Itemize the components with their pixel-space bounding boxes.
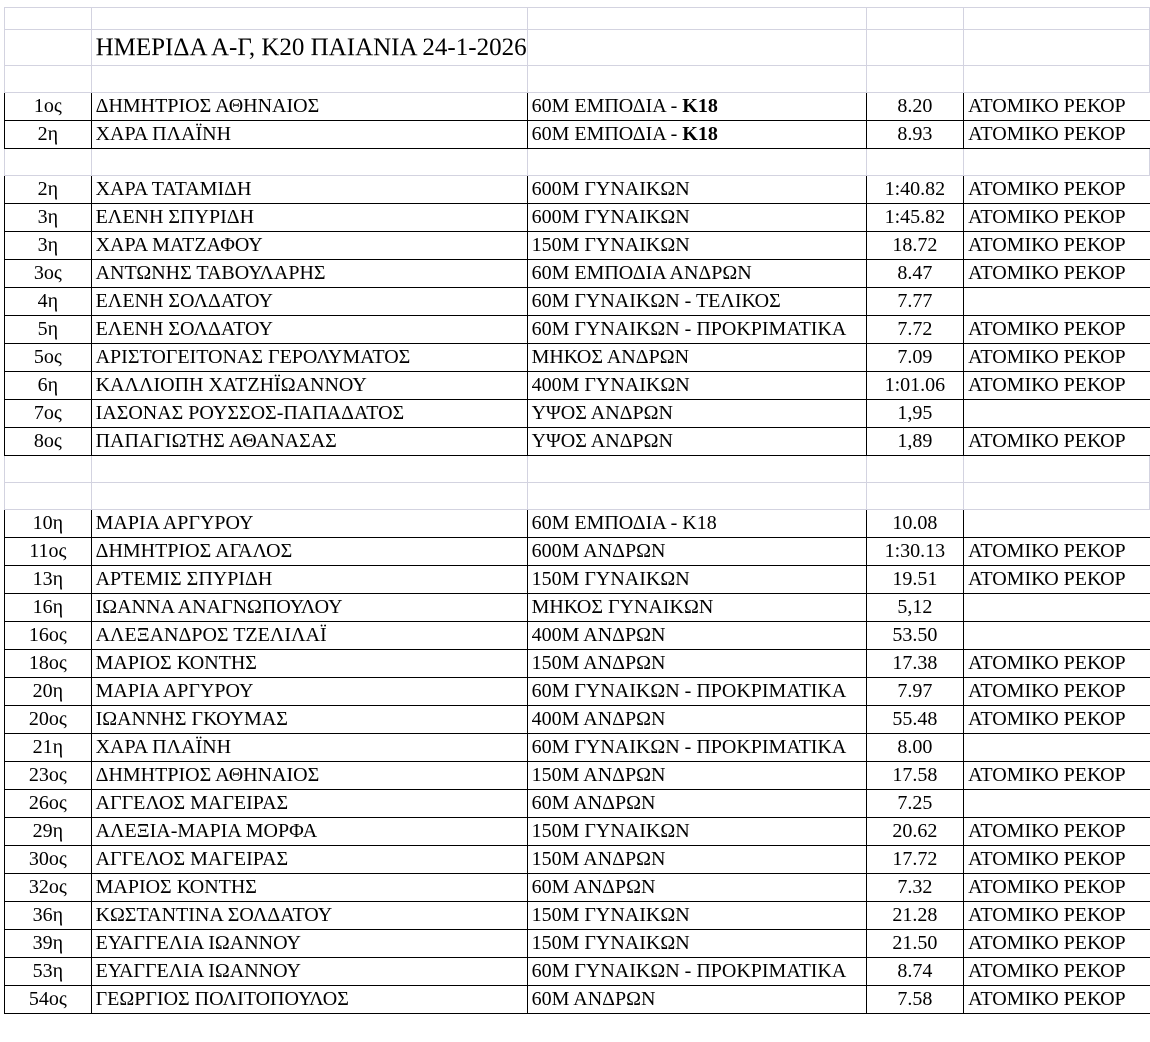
- athlete-name-cell[interactable]: ΕΛΕΝΗ ΣΠΥΡΙΔΗ: [91, 204, 527, 232]
- event-text: 600Μ ΑΝΔΡΩΝ: [531, 540, 666, 562]
- event-cell[interactable]: [527, 344, 866, 372]
- athlete-name-cell[interactable]: ΑΝΤΩΝΗΣ ΤΑΒΟΥΛΑΡΗΣ: [91, 260, 527, 288]
- event-text: 400Μ ΑΝΔΡΩΝ: [531, 624, 666, 646]
- athlete-name-cell[interactable]: ΙΩΑΝΝΑ ΑΝΑΓΝΩΠΟΥΛΟΥ: [91, 594, 527, 622]
- event-text: ΥΨΟΣ ΑΝΔΡΩΝ: [531, 430, 673, 452]
- athlete-name-cell[interactable]: ΑΓΓΕΛΟΣ ΜΑΓΕΙΡΑΣ: [91, 790, 527, 818]
- place-cell[interactable]: 8ος: [5, 428, 92, 456]
- event-text: 150Μ ΑΝΔΡΩΝ: [531, 848, 666, 870]
- event-cell[interactable]: [527, 762, 866, 790]
- event-text: 60Μ ΓΥΝΑΙΚΩΝ - ΠΡΟΚΡΙΜΑΤΙΚΑ: [531, 960, 847, 982]
- time-cell[interactable]: 10.08: [866, 510, 964, 538]
- event-text: 600Μ ΓΥΝΑΙΚΩΝ: [531, 206, 690, 228]
- event-text: 60Μ ΑΝΔΡΩΝ: [531, 792, 656, 814]
- athlete-name-cell[interactable]: ΑΛΕΞΙΑ-ΜΑΡΙΑ ΜΟΡΦΑ: [91, 818, 527, 846]
- result-row: [5, 762, 1150, 790]
- athlete-name-cell[interactable]: ΚΑΛΛΙΟΠΗ ΧΑΤΖΗΪΩΑΝΝΟΥ: [91, 372, 527, 400]
- result-row: [5, 428, 1150, 456]
- result-row: [5, 874, 1150, 902]
- place-cell[interactable]: 3η: [5, 204, 92, 232]
- time-cell[interactable]: 17.58: [866, 762, 964, 790]
- athlete-name-cell[interactable]: ΚΩΣΤΑΝΤΙΝΑ ΣΟΛΔΑΤΟΥ: [91, 902, 527, 930]
- event-text: ΜΗΚΟΣ ΓΥΝΑΙΚΩΝ: [531, 596, 714, 618]
- time-cell[interactable]: 8.47: [866, 260, 964, 288]
- result-row: [5, 818, 1150, 846]
- event-cell[interactable]: [527, 372, 866, 400]
- result-row: [5, 288, 1150, 316]
- time-cell[interactable]: 8.00: [866, 734, 964, 762]
- athlete-name-cell[interactable]: ΕΛΕΝΗ ΣΟΛΔΑΤΟΥ: [91, 316, 527, 344]
- event-cell[interactable]: [527, 678, 866, 706]
- athlete-name-cell[interactable]: ΜΑΡΙΑ ΑΡΓΥΡΟΥ: [91, 678, 527, 706]
- athlete-name-cell[interactable]: ΑΡΤΕΜΙΣ ΣΠΥΡΙΔΗ: [91, 566, 527, 594]
- place-cell[interactable]: 21η: [5, 734, 92, 762]
- record-note-cell[interactable]: ΑΤΟΜΙΚΟ ΡΕΚΟΡ: [964, 762, 1150, 790]
- event-text: 150Μ ΓΥΝΑΙΚΩΝ: [531, 568, 690, 590]
- record-note-cell[interactable]: ΑΤΟΜΙΚΟ ΡΕΚΟΡ: [964, 706, 1150, 734]
- empty-row: [5, 8, 1150, 30]
- athlete-name-cell[interactable]: ΙΑΣΟΝΑΣ ΡΟΥΣΣΟΣ-ΠΑΠΑΔΑΤΟΣ: [91, 400, 527, 428]
- event-cell[interactable]: [527, 902, 866, 930]
- event-text: 150Μ ΓΥΝΑΙΚΩΝ: [531, 904, 690, 926]
- event-cell[interactable]: [527, 874, 866, 902]
- time-cell[interactable]: 53.50: [866, 622, 964, 650]
- result-row: [5, 176, 1150, 204]
- event-text: 60Μ ΓΥΝΑΙΚΩΝ - ΠΡΟΚΡΙΜΑΤΙΚΑ: [531, 680, 847, 702]
- event-cell[interactable]: [527, 650, 866, 678]
- event-text: 150Μ ΑΝΔΡΩΝ: [531, 764, 666, 786]
- record-note-cell[interactable]: ΑΤΟΜΙΚΟ ΡΕΚΟΡ: [964, 232, 1150, 260]
- athlete-name-cell[interactable]: ΑΓΓΕΛΟΣ ΜΑΓΕΙΡΑΣ: [91, 846, 527, 874]
- place-cell[interactable]: 2η: [5, 176, 92, 204]
- place-cell[interactable]: 2η: [5, 121, 92, 149]
- record-note-cell[interactable]: ΑΤΟΜΙΚΟ ΡΕΚΟΡ: [964, 428, 1150, 456]
- time-cell[interactable]: 1,95: [866, 400, 964, 428]
- time-cell[interactable]: 7.77: [866, 288, 964, 316]
- event-cell[interactable]: [527, 818, 866, 846]
- result-row: [5, 846, 1150, 874]
- event-cell[interactable]: [527, 706, 866, 734]
- result-row: [5, 260, 1150, 288]
- result-row: [5, 734, 1150, 762]
- event-text: 400Μ ΑΝΔΡΩΝ: [531, 708, 666, 730]
- athlete-name-cell[interactable]: ΔΗΜΗΤΡΙΟΣ ΑΘΗΝΑΙΟΣ: [91, 93, 527, 121]
- event-cell[interactable]: [527, 400, 866, 428]
- record-note-cell[interactable]: ΑΤΟΜΙΚΟ ΡΕΚΟΡ: [964, 986, 1150, 1014]
- time-cell[interactable]: 1:45.82: [866, 204, 964, 232]
- athlete-name-cell[interactable]: ΜΑΡΙΑ ΑΡΓΥΡΟΥ: [91, 510, 527, 538]
- time-cell[interactable]: 5,12: [866, 594, 964, 622]
- event-text: 60Μ ΑΝΔΡΩΝ: [531, 988, 656, 1010]
- event-cell[interactable]: [527, 846, 866, 874]
- record-note-cell[interactable]: ΑΤΟΜΙΚΟ ΡΕΚΟΡ: [964, 121, 1150, 149]
- time-cell[interactable]: 17.38: [866, 650, 964, 678]
- event-text: 60Μ ΑΝΔΡΩΝ: [531, 876, 656, 898]
- result-row: [5, 566, 1150, 594]
- result-row: [5, 958, 1150, 986]
- athlete-name-cell[interactable]: ΑΛΕΞΑΝΔΡΟΣ ΤΖΕΛΙΛΑΪ: [91, 622, 527, 650]
- event-text: 150Μ ΓΥΝΑΙΚΩΝ: [531, 820, 690, 842]
- place-cell[interactable]: 16ος: [5, 622, 92, 650]
- athlete-name-cell[interactable]: ΔΗΜΗΤΡΙΟΣ ΑΘΗΝΑΙΟΣ: [91, 762, 527, 790]
- athlete-name-cell[interactable]: ΕΥΑΓΓΕΛΙΑ ΙΩΑΝΝΟΥ: [91, 930, 527, 958]
- athlete-name-cell[interactable]: ΔΗΜΗΤΡΙΟΣ ΑΓΑΛΟΣ: [91, 538, 527, 566]
- page-title: ΗΜΕΡΙΔΑ Α-Γ, Κ20 ΠΑΙΑΝΙΑ 24-1-2026: [91, 30, 527, 66]
- event-text: 60Μ ΓΥΝΑΙΚΩΝ - ΠΡΟΚΡΙΜΑΤΙΚΑ: [531, 318, 847, 340]
- time-cell[interactable]: 17.72: [866, 846, 964, 874]
- event-text: 60Μ ΕΜΠΟΔΙΑ - Κ18: [531, 512, 717, 534]
- event-text: 150Μ ΓΥΝΑΙΚΩΝ: [531, 234, 690, 256]
- athlete-name-cell[interactable]: ΑΡΙΣΤΟΓΕΙΤΟΝΑΣ ΓΕΡΟΛΥΜΑΤΟΣ: [91, 344, 527, 372]
- record-note-cell[interactable]: ΑΤΟΜΙΚΟ ΡΕΚΟΡ: [964, 650, 1150, 678]
- event-text: 60Μ ΕΜΠΟΔΙΑ -: [531, 123, 683, 145]
- place-cell[interactable]: 54ος: [5, 986, 92, 1014]
- place-cell[interactable]: 7ος: [5, 400, 92, 428]
- event-text: 60Μ ΓΥΝΑΙΚΩΝ - ΠΡΟΚΡΙΜΑΤΙΚΑ: [531, 736, 847, 758]
- result-row: [5, 372, 1150, 400]
- athlete-name-cell[interactable]: ΙΩΑΝΝΗΣ ΓΚΟΥΜΑΣ: [91, 706, 527, 734]
- event-cell[interactable]: [527, 93, 866, 121]
- record-note-cell[interactable]: [964, 288, 1150, 316]
- empty-row: [5, 456, 1150, 483]
- event-text: 60Μ ΓΥΝΑΙΚΩΝ - ΤΕΛΙΚΟΣ: [531, 290, 781, 312]
- athlete-name-cell[interactable]: ΕΛΕΝΗ ΣΟΛΔΑΤΟΥ: [91, 288, 527, 316]
- event-text: ΥΨΟΣ ΑΝΔΡΩΝ: [531, 402, 673, 424]
- time-cell[interactable]: 1,89: [866, 428, 964, 456]
- event-cell[interactable]: [527, 510, 866, 538]
- time-cell[interactable]: 21.28: [866, 902, 964, 930]
- time-cell[interactable]: 21.50: [866, 930, 964, 958]
- time-cell[interactable]: 8.74: [866, 958, 964, 986]
- result-row: [5, 344, 1150, 372]
- event-category-bold: Κ18: [682, 123, 718, 145]
- result-row: [5, 678, 1150, 706]
- result-row: [5, 400, 1150, 428]
- place-cell[interactable]: 5η: [5, 316, 92, 344]
- athlete-name-cell[interactable]: ΧΑΡΑ ΠΛΑΪΝΗ: [91, 121, 527, 149]
- result-row: [5, 622, 1150, 650]
- event-text: 150Μ ΓΥΝΑΙΚΩΝ: [531, 932, 690, 954]
- event-text: 150Μ ΑΝΔΡΩΝ: [531, 652, 666, 674]
- athlete-name-cell[interactable]: ΧΑΡΑ ΠΛΑΪΝΗ: [91, 734, 527, 762]
- event-cell[interactable]: [527, 594, 866, 622]
- athlete-name-cell[interactable]: ΜΑΡΙΟΣ ΚΟΝΤΗΣ: [91, 874, 527, 902]
- record-note-cell[interactable]: ΑΤΟΜΙΚΟ ΡΕΚΟΡ: [964, 958, 1150, 986]
- event-text: 600Μ ΓΥΝΑΙΚΩΝ: [531, 178, 690, 200]
- time-cell[interactable]: 18.72: [866, 232, 964, 260]
- record-note-cell[interactable]: ΑΤΟΜΙΚΟ ΡΕΚΟΡ: [964, 538, 1150, 566]
- result-row: [5, 316, 1150, 344]
- record-note-cell[interactable]: [964, 510, 1150, 538]
- record-note-cell[interactable]: ΑΤΟΜΙΚΟ ΡΕΚΟΡ: [964, 874, 1150, 902]
- place-cell[interactable]: 5ος: [5, 344, 92, 372]
- event-cell[interactable]: [527, 566, 866, 594]
- event-cell[interactable]: [527, 538, 866, 566]
- event-text: 60Μ ΕΜΠΟΔΙΑ ΑΝΔΡΩΝ: [531, 262, 752, 284]
- event-cell[interactable]: [527, 288, 866, 316]
- athlete-name-cell[interactable]: ΧΑΡΑ ΤΑΤΑΜΙΔΗ: [91, 176, 527, 204]
- result-row: [5, 121, 1150, 149]
- result-row: [5, 930, 1150, 958]
- event-cell[interactable]: [527, 316, 866, 344]
- time-cell[interactable]: 1:30.13: [866, 538, 964, 566]
- record-note-cell[interactable]: ΑΤΟΜΙΚΟ ΡΕΚΟΡ: [964, 260, 1150, 288]
- result-row: [5, 902, 1150, 930]
- record-note-cell[interactable]: ΑΤΟΜΙΚΟ ΡΕΚΟΡ: [964, 344, 1150, 372]
- time-cell[interactable]: 7.09: [866, 344, 964, 372]
- time-cell[interactable]: 7.97: [866, 678, 964, 706]
- event-cell[interactable]: [527, 260, 866, 288]
- record-note-cell[interactable]: ΑΤΟΜΙΚΟ ΡΕΚΟΡ: [964, 93, 1150, 121]
- record-note-cell[interactable]: [964, 594, 1150, 622]
- event-text: 60Μ ΕΜΠΟΔΙΑ -: [531, 95, 683, 117]
- place-cell[interactable]: 11ος: [5, 538, 92, 566]
- time-cell[interactable]: 55.48: [866, 706, 964, 734]
- time-cell[interactable]: 7.32: [866, 874, 964, 902]
- event-cell[interactable]: [527, 176, 866, 204]
- event-cell[interactable]: [527, 232, 866, 260]
- place-cell[interactable]: 13η: [5, 566, 92, 594]
- place-cell[interactable]: 32ος: [5, 874, 92, 902]
- place-cell[interactable]: 20η: [5, 678, 92, 706]
- athlete-name-cell[interactable]: ΠΑΠΑΓΙΩΤΗΣ ΑΘΑΝΑΣΑΣ: [91, 428, 527, 456]
- record-note-cell[interactable]: [964, 790, 1150, 818]
- time-cell[interactable]: 1:40.82: [866, 176, 964, 204]
- place-cell[interactable]: 53η: [5, 958, 92, 986]
- result-row: [5, 232, 1150, 260]
- event-cell[interactable]: [527, 428, 866, 456]
- event-cell[interactable]: [527, 958, 866, 986]
- athlete-name-cell[interactable]: ΧΑΡΑ ΜΑΤΖΑΦΟΥ: [91, 232, 527, 260]
- time-cell[interactable]: 20.62: [866, 818, 964, 846]
- record-note-cell[interactable]: ΑΤΟΜΙΚΟ ΡΕΚΟΡ: [964, 372, 1150, 400]
- results-table: [4, 7, 1150, 1014]
- place-cell[interactable]: 1ος: [5, 93, 92, 121]
- place-cell[interactable]: 26ος: [5, 790, 92, 818]
- place-cell[interactable]: 10η: [5, 510, 92, 538]
- place-cell[interactable]: 36η: [5, 902, 92, 930]
- place-cell[interactable]: 3η: [5, 232, 92, 260]
- place-cell[interactable]: 16η: [5, 594, 92, 622]
- place-cell[interactable]: 18ος: [5, 650, 92, 678]
- result-row: [5, 204, 1150, 232]
- record-note-cell[interactable]: ΑΤΟΜΙΚΟ ΡΕΚΟΡ: [964, 316, 1150, 344]
- time-cell[interactable]: 7.25: [866, 790, 964, 818]
- result-row: [5, 986, 1150, 1014]
- record-note-cell[interactable]: ΑΤΟΜΙΚΟ ΡΕΚΟΡ: [964, 930, 1150, 958]
- event-text: 400Μ ΓΥΝΑΙΚΩΝ: [531, 374, 690, 396]
- record-note-cell[interactable]: ΑΤΟΜΙΚΟ ΡΕΚΟΡ: [964, 566, 1150, 594]
- event-text: ΜΗΚΟΣ ΑΝΔΡΩΝ: [531, 346, 690, 368]
- place-cell[interactable]: 29η: [5, 818, 92, 846]
- event-cell[interactable]: [527, 734, 866, 762]
- result-row: [5, 510, 1150, 538]
- empty-row: [5, 149, 1150, 176]
- record-note-cell[interactable]: ΑΤΟΜΙΚΟ ΡΕΚΟΡ: [964, 176, 1150, 204]
- result-row: [5, 538, 1150, 566]
- result-row: [5, 706, 1150, 734]
- time-cell[interactable]: 7.58: [866, 986, 964, 1014]
- record-note-cell[interactable]: ΑΤΟΜΙΚΟ ΡΕΚΟΡ: [964, 818, 1150, 846]
- result-row: [5, 93, 1150, 121]
- athlete-name-cell[interactable]: ΕΥΑΓΓΕΛΙΑ ΙΩΑΝΝΟΥ: [91, 958, 527, 986]
- record-note-cell[interactable]: [964, 622, 1150, 650]
- results-sheet: [4, 7, 1150, 1014]
- event-category-bold: Κ18: [682, 95, 718, 117]
- result-row: [5, 594, 1150, 622]
- record-note-cell[interactable]: ΑΤΟΜΙΚΟ ΡΕΚΟΡ: [964, 204, 1150, 232]
- place-cell[interactable]: 30ος: [5, 846, 92, 874]
- event-cell[interactable]: [527, 121, 866, 149]
- event-cell[interactable]: [527, 790, 866, 818]
- time-cell[interactable]: 7.72: [866, 316, 964, 344]
- record-note-cell[interactable]: ΑΤΟΜΙΚΟ ΡΕΚΟΡ: [964, 902, 1150, 930]
- time-cell[interactable]: 19.51: [866, 566, 964, 594]
- place-cell[interactable]: 39η: [5, 930, 92, 958]
- place-cell[interactable]: 3ος: [5, 260, 92, 288]
- empty-row: [5, 483, 1150, 510]
- place-cell[interactable]: 20ος: [5, 706, 92, 734]
- record-note-cell[interactable]: ΑΤΟΜΙΚΟ ΡΕΚΟΡ: [964, 846, 1150, 874]
- record-note-cell[interactable]: [964, 400, 1150, 428]
- event-cell[interactable]: [527, 204, 866, 232]
- result-row: [5, 790, 1150, 818]
- record-note-cell[interactable]: ΑΤΟΜΙΚΟ ΡΕΚΟΡ: [964, 678, 1150, 706]
- athlete-name-cell[interactable]: ΓΕΩΡΓΙΟΣ ΠΟΛΙΤΟΠΟΥΛΟΣ: [91, 986, 527, 1014]
- place-cell[interactable]: 23ος: [5, 762, 92, 790]
- time-cell[interactable]: 1:01.06: [866, 372, 964, 400]
- time-cell[interactable]: 8.93: [866, 121, 964, 149]
- place-cell[interactable]: 6η: [5, 372, 92, 400]
- event-cell[interactable]: [527, 622, 866, 650]
- event-cell[interactable]: [527, 930, 866, 958]
- result-row: [5, 650, 1150, 678]
- event-cell[interactable]: [527, 986, 866, 1014]
- title-row: [5, 30, 1150, 66]
- athlete-name-cell[interactable]: ΜΑΡΙΟΣ ΚΟΝΤΗΣ: [91, 650, 527, 678]
- empty-row: [5, 66, 1150, 93]
- time-cell[interactable]: 8.20: [866, 93, 964, 121]
- place-cell[interactable]: 4η: [5, 288, 92, 316]
- record-note-cell[interactable]: [964, 734, 1150, 762]
